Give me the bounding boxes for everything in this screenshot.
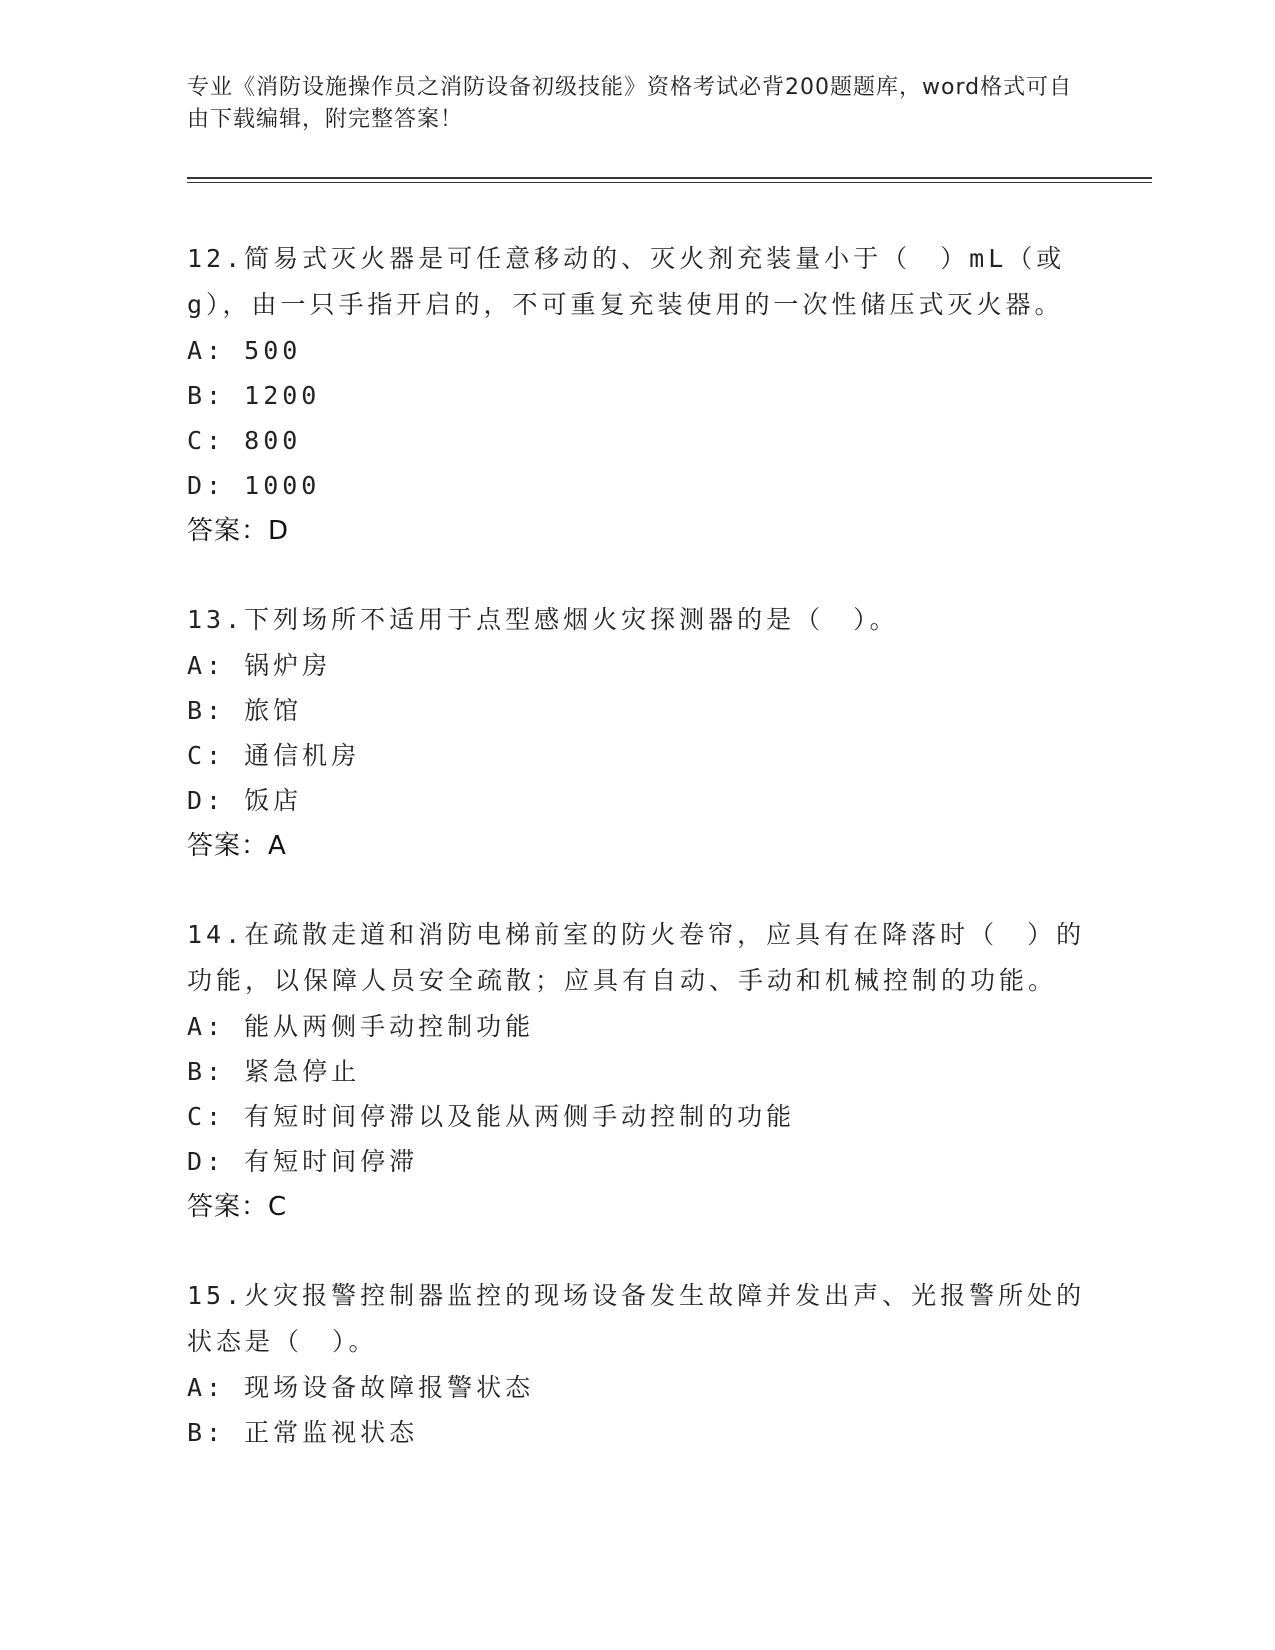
option-a: A: 锅炉房 (187, 651, 332, 680)
option-b: B: 紧急停止 (187, 1057, 361, 1086)
document-header: 专业《消防设施操作员之消防设备初级技能》资格考试必背200题题库，word格式可自由下载编辑，附完整答案！ (187, 75, 1073, 132)
option-a: A: 能从两侧手动控制功能 (187, 1012, 535, 1041)
question-stem: 13.下列场所不适用于点型感烟火灾探测器的是（ ）。 (187, 605, 899, 634)
option-a: A: 500 (187, 336, 302, 365)
option-c: C: 有短时间停滞以及能从两侧手动控制的功能 (187, 1102, 796, 1131)
header-divider-thin (187, 182, 1152, 183)
option-c: C: 800 (187, 426, 302, 455)
option-d: D: 有短时间停滞 (187, 1147, 419, 1176)
question-12 (187, 236, 1087, 554)
answer-line: 答案：D (187, 516, 290, 546)
option-d: D: 1000 (187, 471, 321, 500)
question-list (187, 236, 1087, 1498)
option-a: A: 现场设备故障报警状态 (187, 1373, 535, 1402)
question-13 (187, 597, 1087, 869)
answer-line: 答案：C (187, 1192, 288, 1222)
option-b: B: 旅馆 (187, 696, 303, 725)
option-b: B: 正常监视状态 (187, 1418, 419, 1447)
question-stem: 14.在疏散走道和消防电梯前室的防火卷帘，应具有在降落时（ ）的功能，以保障人员安全疏散；应具有自动、手动和机械控制的功能。 (187, 920, 1086, 995)
option-b: B: 1200 (187, 381, 321, 410)
option-c: C: 通信机房 (187, 741, 361, 770)
question-14 (187, 912, 1087, 1230)
header-divider-thick (187, 177, 1152, 179)
question-stem: 15.火灾报警控制器监控的现场设备发生故障并发出声、光报警所处的状态是（ ）。 (187, 1281, 1086, 1356)
question-15 (187, 1273, 1087, 1455)
option-d: D: 饭店 (187, 786, 303, 815)
answer-line: 答案：A (187, 831, 287, 861)
question-stem: 12.简易式灭火器是可任意移动的、灭火剂充装量小于（ ）mL（或g），由一只手指开启的，不可重复充装使用的一次性储压式灭火器。 (187, 244, 1066, 319)
